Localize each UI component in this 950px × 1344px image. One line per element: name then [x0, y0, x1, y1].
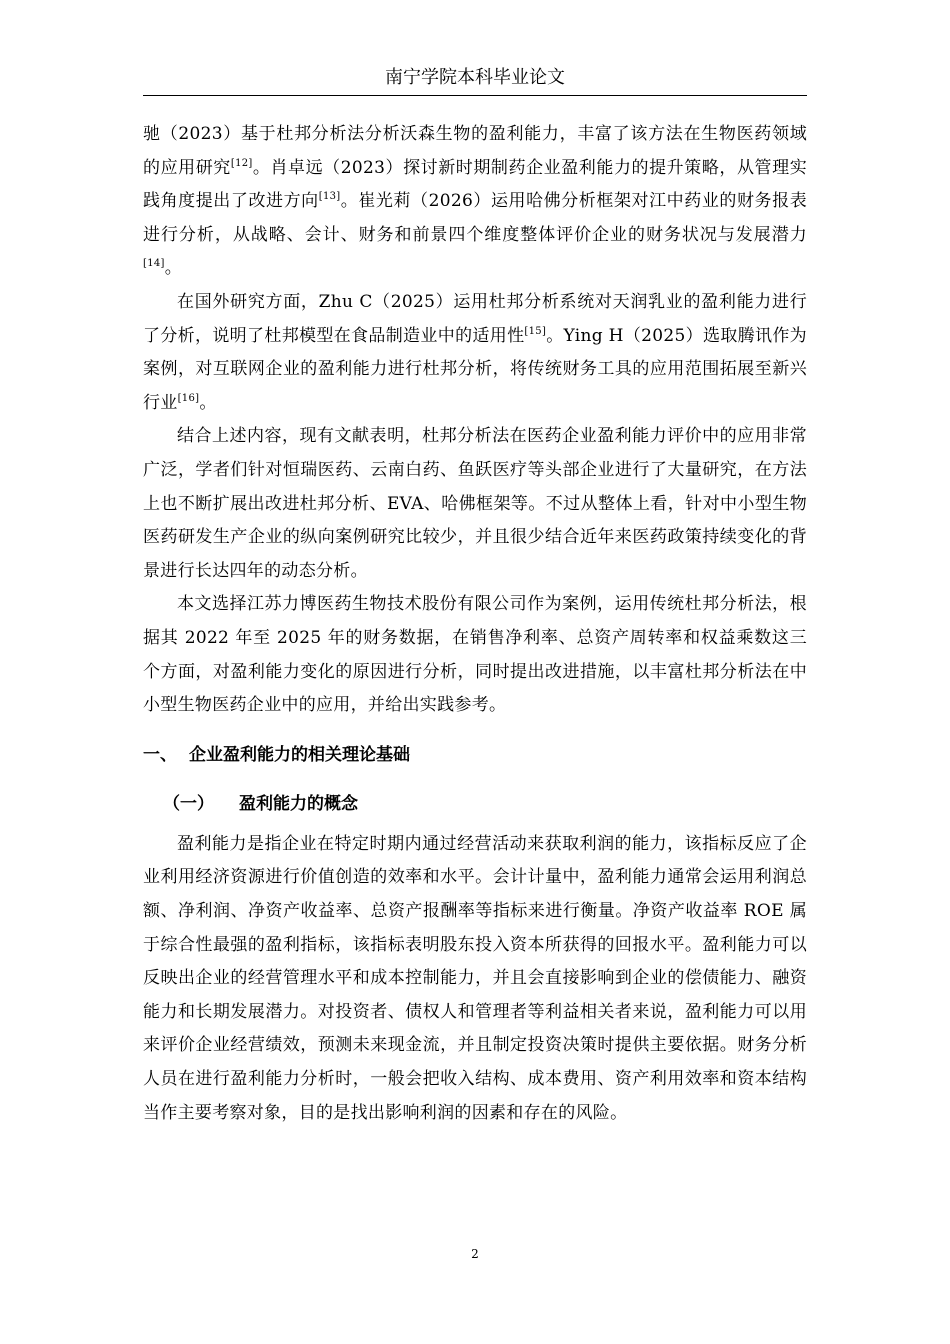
text-run: 。: [199, 392, 217, 413]
paragraph-literature-summary: 结合上述内容，现有文献表明，杜邦分析法在医药企业盈利能力评价中的应用非常广泛，学者们针对恒瑞医药、云南白药、鱼跃医疗等头部企业进行了大量研究，在方法上也不断扩展出改进杜邦分析、EVA、哈佛框架等。不过从整体上看，针对中小型生物医药研发生产企业的纵向案例研究比较少，并且很少结合近年来医药政策持续变化的背景进行长达四年的动态分析。: [143, 426, 807, 581]
section-heading: [143, 739, 807, 773]
text-run: 。肖卓远（2023）探讨新时期制药企业盈利能力的提升策略，从管理实践角度提出了改进方向: [143, 157, 807, 212]
citation-ref: [15]: [524, 325, 547, 337]
text-run: 。Ying H（2025）选取腾讯作为案例，对互联网企业的盈利能力进行杜邦分析，将传统财务工具的应用范围拓展至新兴行业: [143, 325, 807, 413]
text-run: 在国外研究方面，Zhu C（2025）运用杜邦分析系统对天润乳业的盈利能力进行了分析，说明了杜邦模型在食品制造业中的适用性: [143, 291, 807, 346]
citation-ref: [14]: [143, 258, 165, 270]
paragraph-profitability-concept: 盈利能力是指企业在特定时期内通过经营活动来获取利润的能力，该指标反应了企业利用经济资源进行价值创造的效率和水平。会计计量中，盈利能力通常会运用利润总额、净利润、净资产收益率、总资产报酬率等指标来进行衡量。净资产收益率 ROE 属于综合性最强的盈利指标，该指标表明股东投入资本所获得的回报水平。盈利能力可以反映出企业的经营管理水平和成本控制能力，并且会直接影响到企业的偿债能力、融资能力和长期发展潜力。对投资者、债权人和管理者等利益相关者来说，盈利能力可以用来评价企业经营绩效，预测未来现金流，并且制定投资决策时提供主要依据。财务分析人员在进行盈利能力分析时，一般会把收入结构、成本费用、资产利用效率和资本结构当作主要考察对象，目的是找出影响利润的因素和存在的风险。: [143, 833, 807, 1123]
paragraph-prior-research: [143, 118, 807, 286]
subsection-title: 盈利能力的概念: [239, 794, 358, 815]
text-run: 。: [164, 258, 183, 279]
subsection-number: （一）: [163, 794, 214, 815]
paragraph-foreign-research: [143, 286, 807, 420]
page-number: 2: [471, 1247, 479, 1261]
section-number: 一、: [143, 744, 177, 765]
paragraph-study-scope: 本文选择江苏力博医药生物技术股份有限公司作为案例，运用传统杜邦分析法，根据其 2022 年至 2025 年的财务数据，在销售净利率、总资产周转率和权益乘数这三个方面，对盈利能力变化的原因进行分析，同时提出改进措施，以丰富杜邦分析法在中小型生物医药企业中的应用，并给出实践参考。: [143, 594, 807, 716]
header-rule: [143, 95, 807, 96]
text-run: 。崔光莉（2026）运用哈佛分析框架对江中药业的财务报表进行分析，从战略、会计、财务和前景四个维度整体评价企业的财务状况与发展潜力: [143, 191, 807, 245]
citation-ref: [12]: [230, 157, 253, 169]
subsection-heading: [143, 788, 807, 822]
citation-ref: [16]: [177, 392, 200, 404]
running-header: 南宁学院本科毕业论文: [385, 67, 565, 88]
citation-ref: [13]: [318, 191, 341, 203]
page-body: [143, 118, 807, 1130]
section-title: 企业盈利能力的相关理论基础: [189, 744, 410, 765]
text-run: 驰（2023）基于杜邦分析法分析沃森生物的盈利能力，丰富了该方法在生物医药领域的应用研究: [143, 124, 807, 178]
